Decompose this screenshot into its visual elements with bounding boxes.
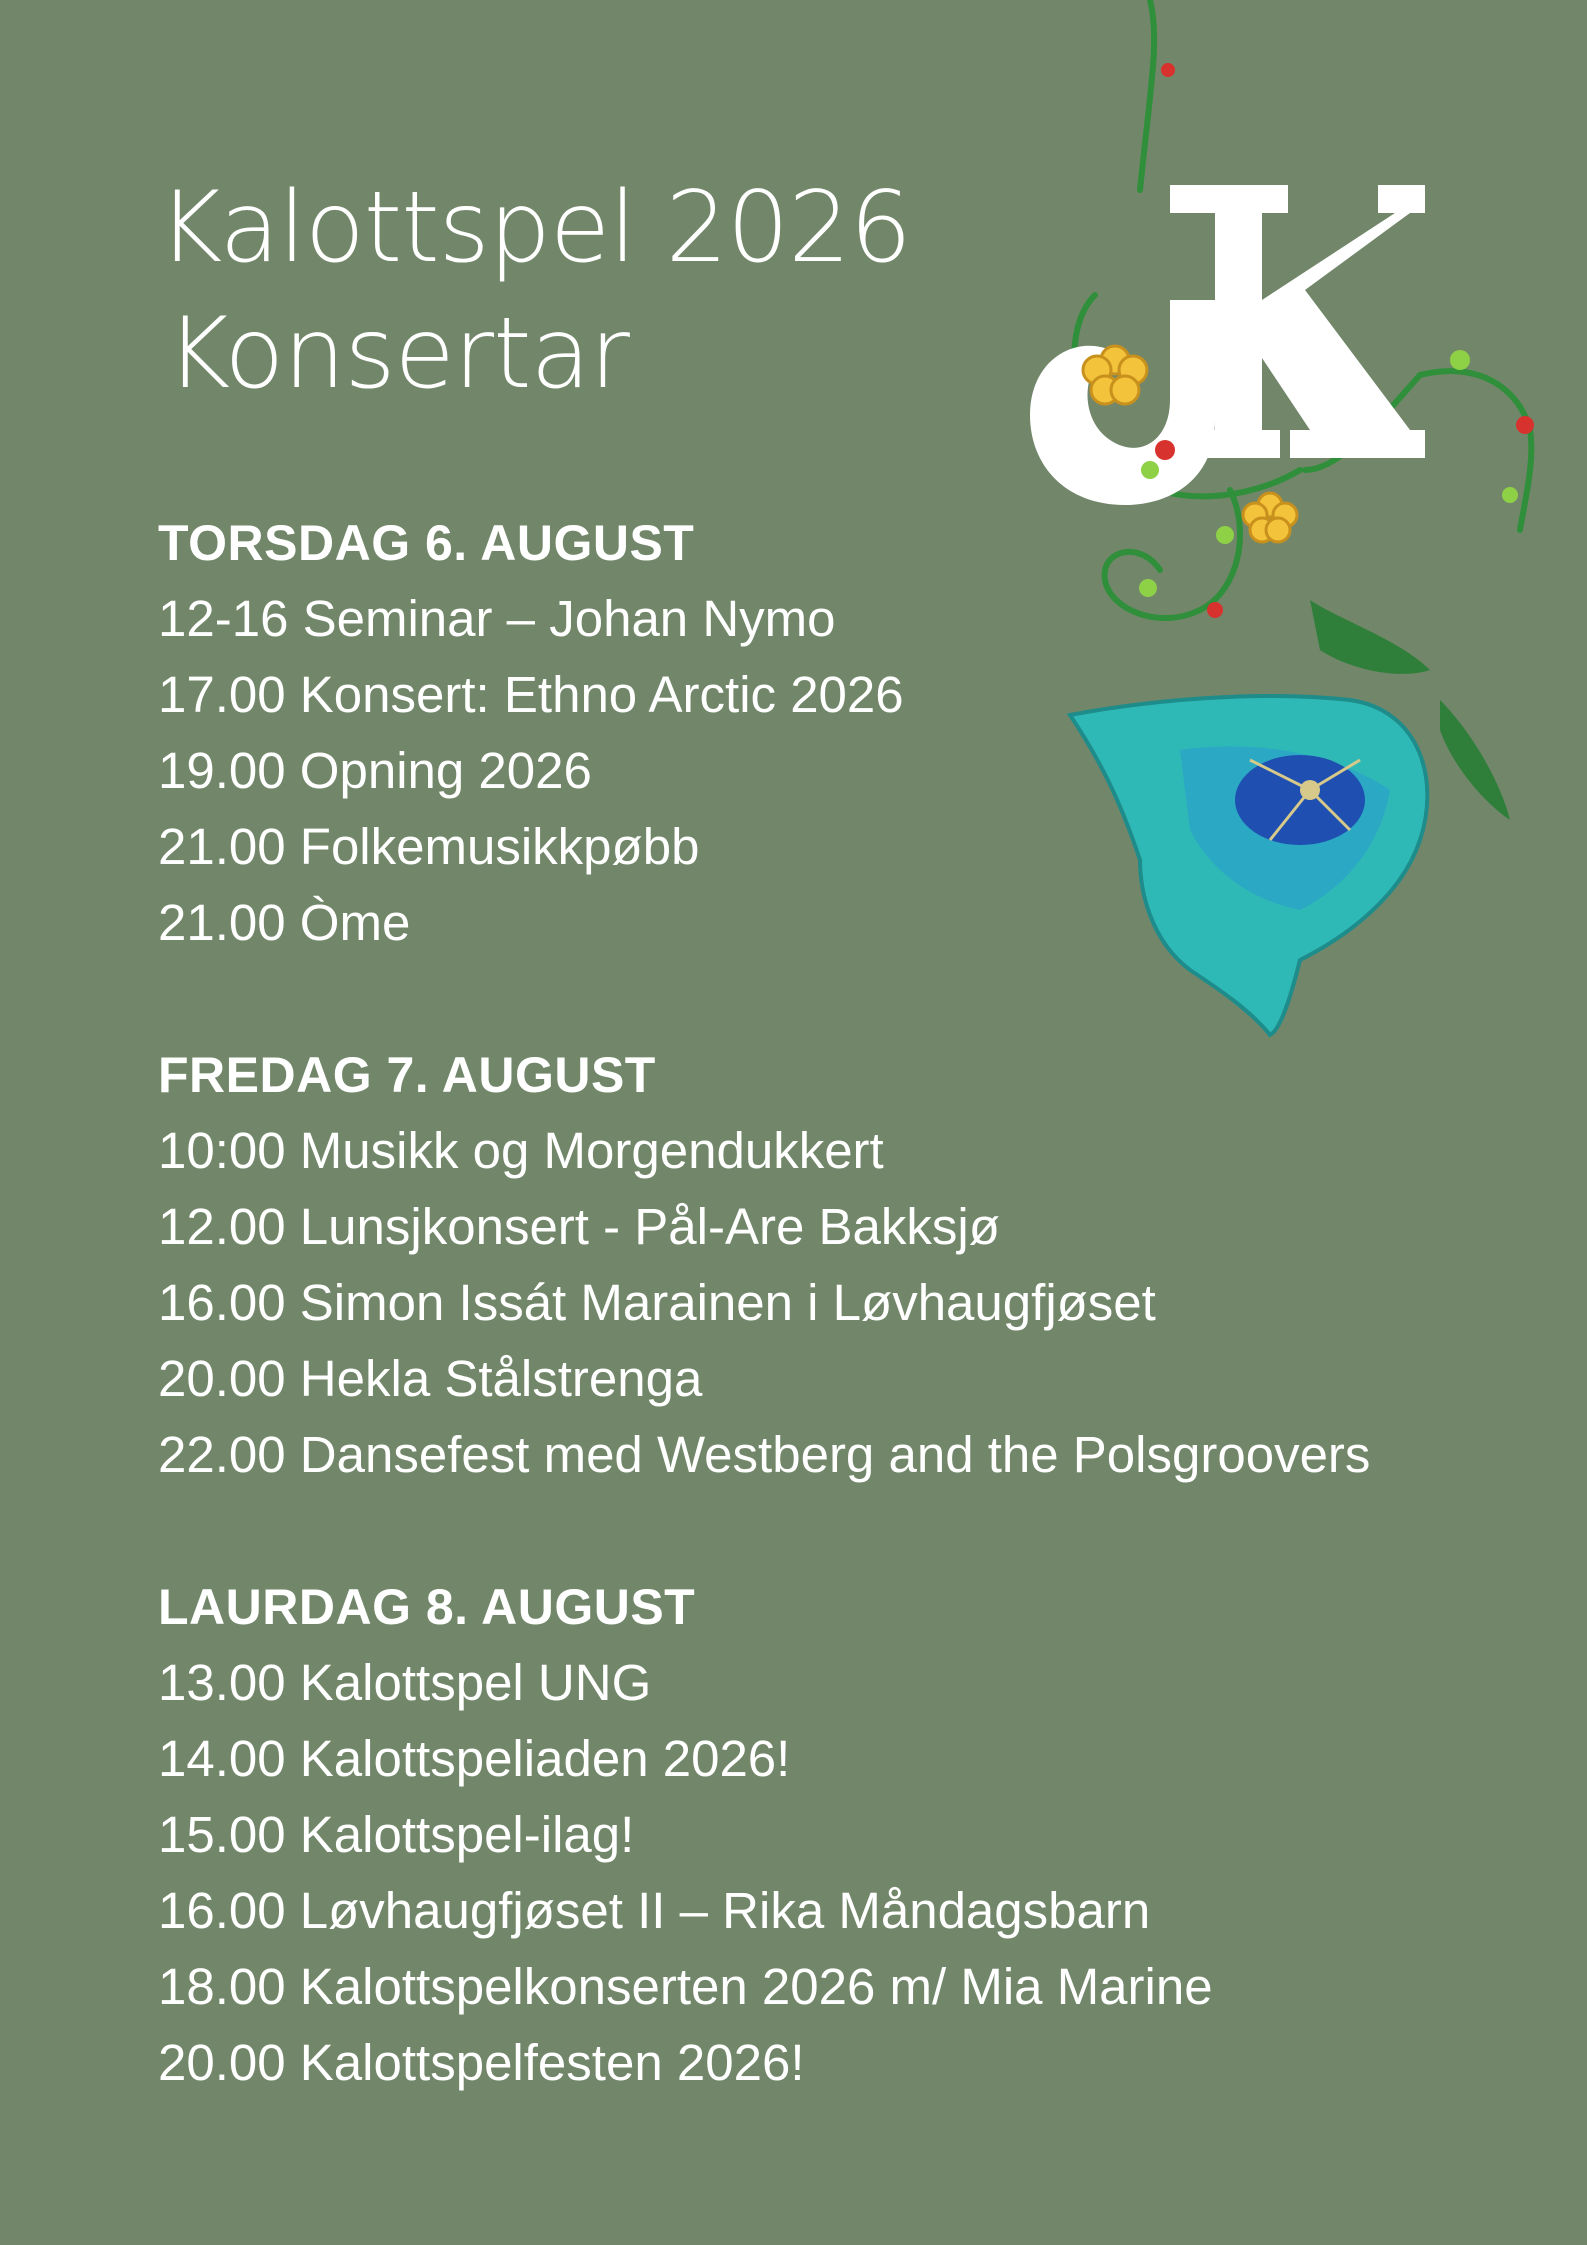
title-line-1: Kalottspel 2026 bbox=[158, 171, 911, 285]
event-item: 16.00 Løvhaugfjøset II – Rika Måndagsbarn bbox=[158, 1882, 1151, 1939]
concert-schedule bbox=[158, 505, 1370, 2177]
event-item: 21.00 Folkemusikkpøbb bbox=[158, 818, 700, 875]
event-item: 16.00 Simon Issát Marainen i Løvhaugfjøset bbox=[158, 1274, 1156, 1331]
title-line-2: Konsertar bbox=[166, 297, 629, 411]
event-item: 18.00 Kalottspelkonserten 2026 m/ Mia Marine bbox=[158, 1958, 1213, 2015]
poster-title bbox=[158, 165, 911, 417]
event-item: 20.00 Kalottspelfesten 2026! bbox=[158, 2034, 805, 2091]
day-heading: LAURDAG 8. AUGUST bbox=[158, 1579, 696, 1635]
k-letter-icon bbox=[1170, 185, 1425, 458]
event-item: 19.00 Opning 2026 bbox=[158, 742, 592, 799]
day-heading: TORSDAG 6. AUGUST bbox=[158, 515, 695, 571]
event-item: 20.00 Hekla Stålstrenga bbox=[158, 1350, 703, 1407]
event-item: 14.00 Kalottspeliaden 2026! bbox=[158, 1730, 791, 1787]
day-fredag bbox=[158, 1037, 1370, 1493]
event-item: 17.00 Konsert: Ethno Arctic 2026 bbox=[158, 666, 904, 723]
day-heading: FREDAG 7. AUGUST bbox=[158, 1047, 656, 1103]
event-item: 21.00 Òme bbox=[158, 894, 411, 951]
event-item: 10:00 Musikk og Morgendukkert bbox=[158, 1122, 884, 1179]
event-item: 12-16 Seminar – Johan Nymo bbox=[158, 590, 836, 647]
event-item: 15.00 Kalottspel-ilag! bbox=[158, 1806, 635, 1863]
event-item: 22.00 Dansefest med Westberg and the Polsgroovers bbox=[158, 1426, 1371, 1483]
event-item: 13.00 Kalottspel UNG bbox=[158, 1654, 652, 1711]
day-torsdag bbox=[158, 505, 1370, 961]
event-item: 12.00 Lunsjkonsert - Pål-Are Bakksjø bbox=[158, 1198, 1000, 1255]
j-letter-icon bbox=[1030, 300, 1215, 505]
day-laurdag bbox=[158, 1569, 1370, 2101]
